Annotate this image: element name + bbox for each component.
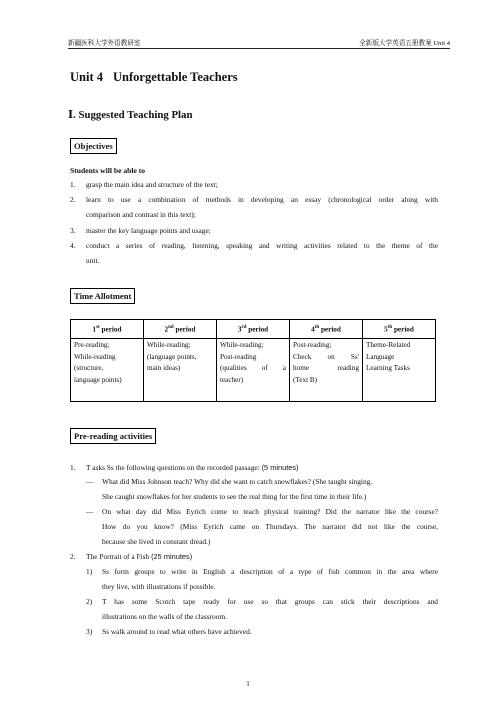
- question-text-cont: because she lived in constant dread.): [102, 537, 211, 546]
- time-allotment-label: Time Allotment: [70, 288, 135, 304]
- objective-item: master the key language points and usage;: [86, 226, 211, 235]
- header-left: 新疆医科大学外语教研室: [68, 40, 141, 47]
- period-header: 1st period: [71, 320, 144, 339]
- activity-text: The Portrait of a Fish (25 minutes): [86, 552, 193, 561]
- period-header: 3rd period: [217, 320, 290, 339]
- pre-reading-label: Pre-reading activities: [70, 428, 156, 444]
- objective-number: 4.: [70, 241, 76, 250]
- objectives-label: Objectives: [70, 138, 117, 154]
- table-cell: While-reading; Post-reading (qualities of a teacher): [217, 339, 290, 402]
- table-row: [71, 339, 436, 402]
- period-header: 4th period: [290, 320, 363, 339]
- question-text: What did Miss Johnson teach? Why did she want to catch snowflakes? (She taught singing.: [102, 477, 373, 486]
- unit-number: Unit 4: [70, 70, 103, 84]
- sub-item-cont: they live, with illustrations if possible.: [102, 582, 216, 591]
- sub-item: T has some Scotch tape ready for use so that groups can stick their descriptions and: [102, 597, 438, 606]
- table-cell: While-reading; (language points, main ideas): [144, 339, 217, 402]
- sub-item: Ss walk around to read what others have achieved.: [102, 627, 252, 636]
- time-allotment-table: [70, 319, 436, 402]
- table-cell: Post-reading; Check on Ss' home reading (Text B): [290, 339, 363, 402]
- sub-item-cont: illustrations on the walls of the classroom.: [102, 612, 228, 621]
- unit-name: Unforgettable Teachers: [113, 70, 238, 84]
- question-text: On what day did Miss Eyrich come to teach physical training? Did the narrator like the course?: [102, 507, 438, 516]
- activity-number: 1.: [70, 463, 76, 472]
- sub-number: 3): [86, 627, 93, 636]
- sub-number: 2): [86, 597, 93, 606]
- objective-number: 1.: [70, 180, 76, 189]
- activity-number: 2.: [70, 552, 76, 561]
- objective-number: 2.: [70, 195, 76, 204]
- objectives-intro: Students will be able to: [70, 166, 146, 175]
- objective-item-cont: unit.: [86, 256, 100, 265]
- activity-text: T asks Ss the following questions on the recorded passage: (5 minutes): [86, 463, 299, 472]
- section-heading: Ⅰ. Suggested Teaching Plan: [68, 109, 193, 121]
- table-cell: Pre-reading; While-reading (structure, language points): [71, 339, 144, 402]
- question-text-cont: How do you know? (Miss Eyrich came on Thursdays. The narrator did not like the course,: [102, 522, 438, 531]
- objective-item: grasp the main idea and structure of the text;: [86, 180, 218, 189]
- page-header: [68, 36, 450, 49]
- dash-marker: —: [86, 507, 94, 516]
- period-header: 5th period: [363, 320, 436, 339]
- header-right: 全新版大学英语五册教案 Unit 4: [359, 40, 450, 47]
- sub-item: Ss form groups to write in English a description of a type of fish common in the area where: [102, 567, 438, 576]
- objective-number: 3.: [70, 226, 76, 235]
- page-number: 1: [246, 680, 250, 688]
- table-header-row: [71, 320, 436, 339]
- objective-item-cont: comparison and contrast in this text);: [86, 210, 196, 219]
- objective-item: conduct a series of reading, listening, speaking and writing activities related to the theme of the: [86, 241, 438, 250]
- period-header: 2nd period: [144, 320, 217, 339]
- question-text-cont: She caught snowflakes for her students to see the real thing for the first time in their life.): [102, 492, 367, 501]
- objective-item: learn to use a combination of methods in developing an essay (chronological order along with: [86, 195, 438, 204]
- table-cell: Theme-Related Language Learning Tasks: [363, 339, 436, 402]
- sub-number: 1): [86, 567, 93, 576]
- page-title: [70, 70, 238, 85]
- dash-marker: —: [86, 477, 94, 486]
